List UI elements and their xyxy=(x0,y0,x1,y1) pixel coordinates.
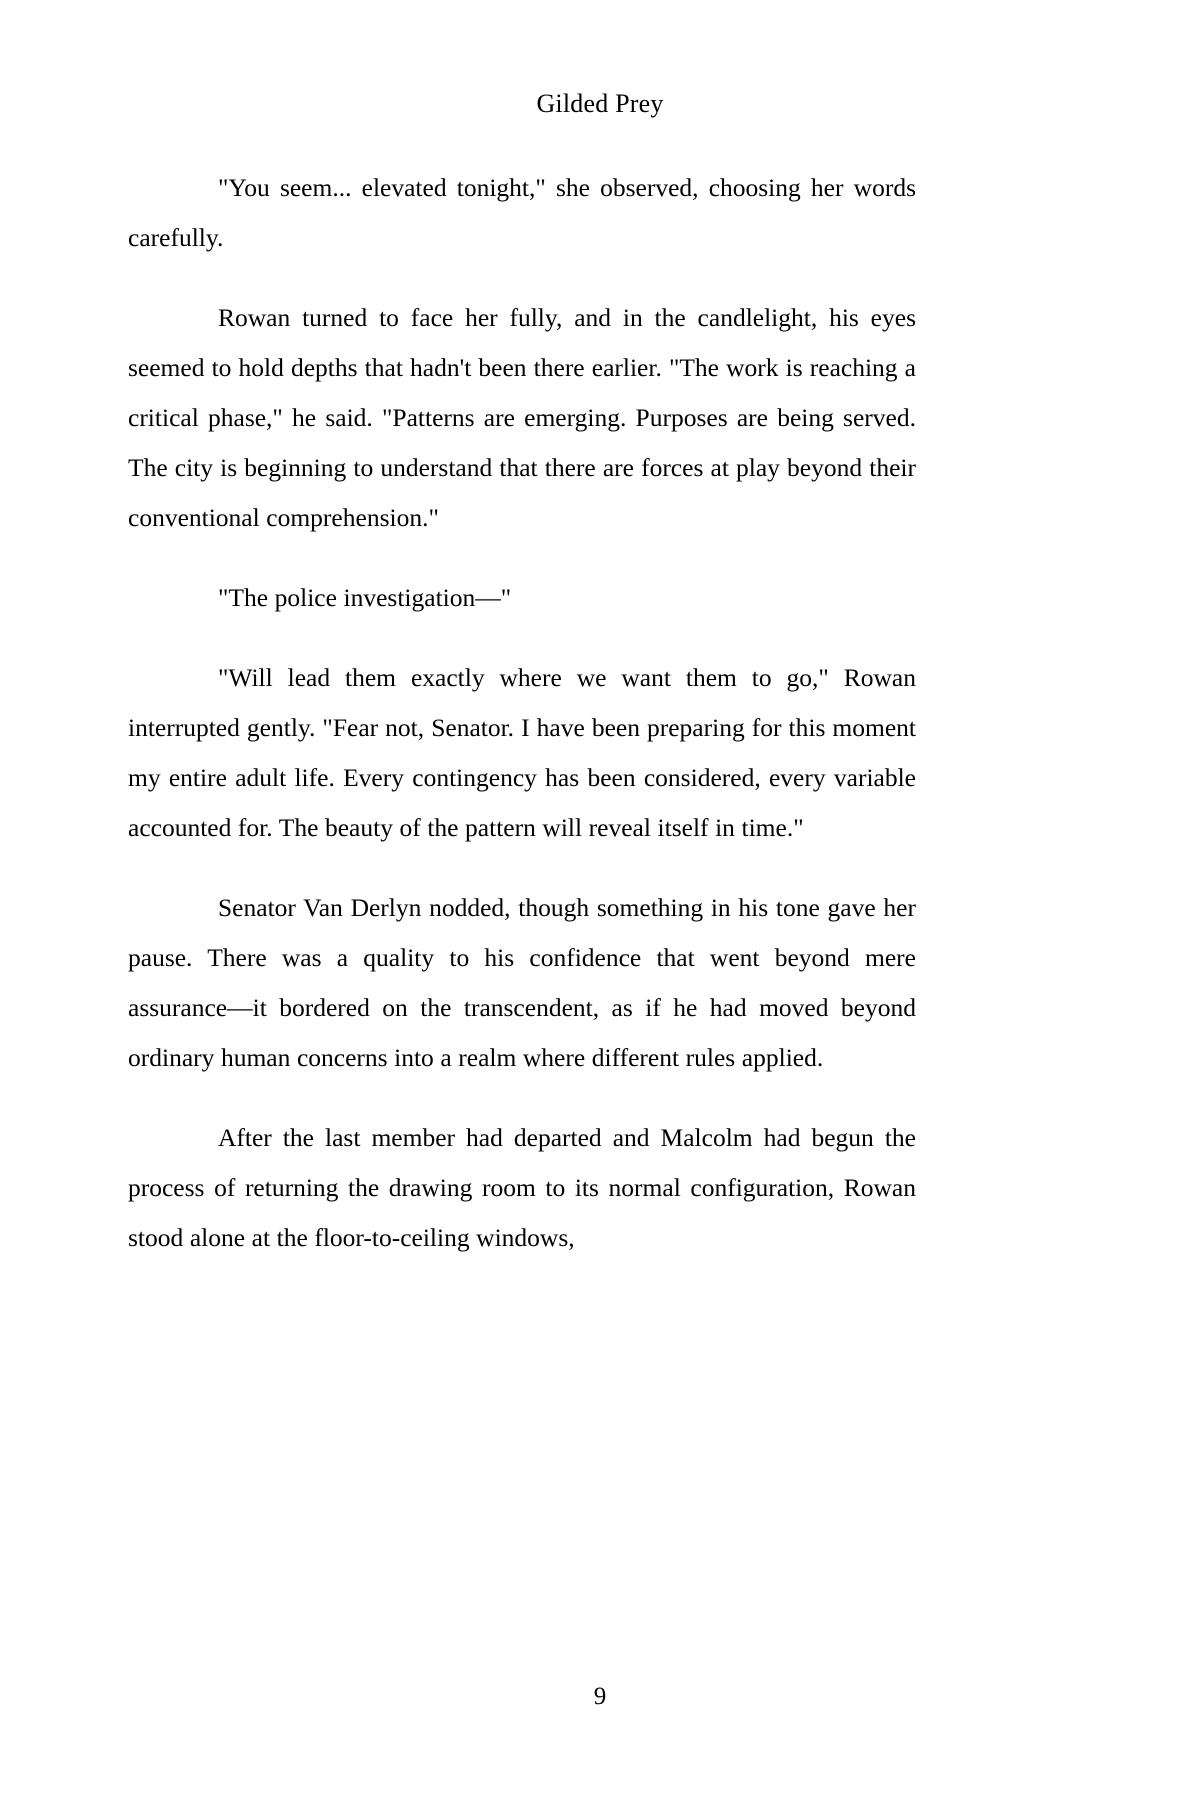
paragraph: Rowan turned to face her fully, and in the candlelight, his eyes seemed to hold depths that hadn't been there earlier. "The work is reaching a critical phase," he said. "Patterns are emerging. Purposes are being served. The city is beginning to understand that there are forces at play beyond their conventional comprehension." xyxy=(128,303,916,532)
paragraph: After the last member had departed and Malcolm had begun the process of returning the drawing room to its normal configuration, Rowan stood alone at the floor-to-ceiling windows, xyxy=(128,1123,916,1252)
paragraph: Senator Van Derlyn nodded, though something in his tone gave her pause. There was a quality to his confidence that went beyond mere assurance—it bordered on the transcendent, as if he had moved beyond ordinary human concerns into a realm where different rules applied. xyxy=(128,893,916,1072)
paragraph: "Will lead them exactly where we want them to go," Rowan interrupted gently. "Fear not, Senator. I have been preparing for this moment my entire adult life. Every contingency has been considered, every variable accounted for. The beauty of the pattern will reveal itself in time." xyxy=(128,663,916,842)
paragraph: "You seem... elevated tonight," she observed, choosing her words carefully. xyxy=(128,173,916,252)
body-text-block xyxy=(128,163,916,1263)
paragraph: "The police investigation—" xyxy=(218,583,512,612)
page-number: 9 xyxy=(593,1683,607,1710)
running-head-title: Gilded Prey xyxy=(536,89,664,118)
